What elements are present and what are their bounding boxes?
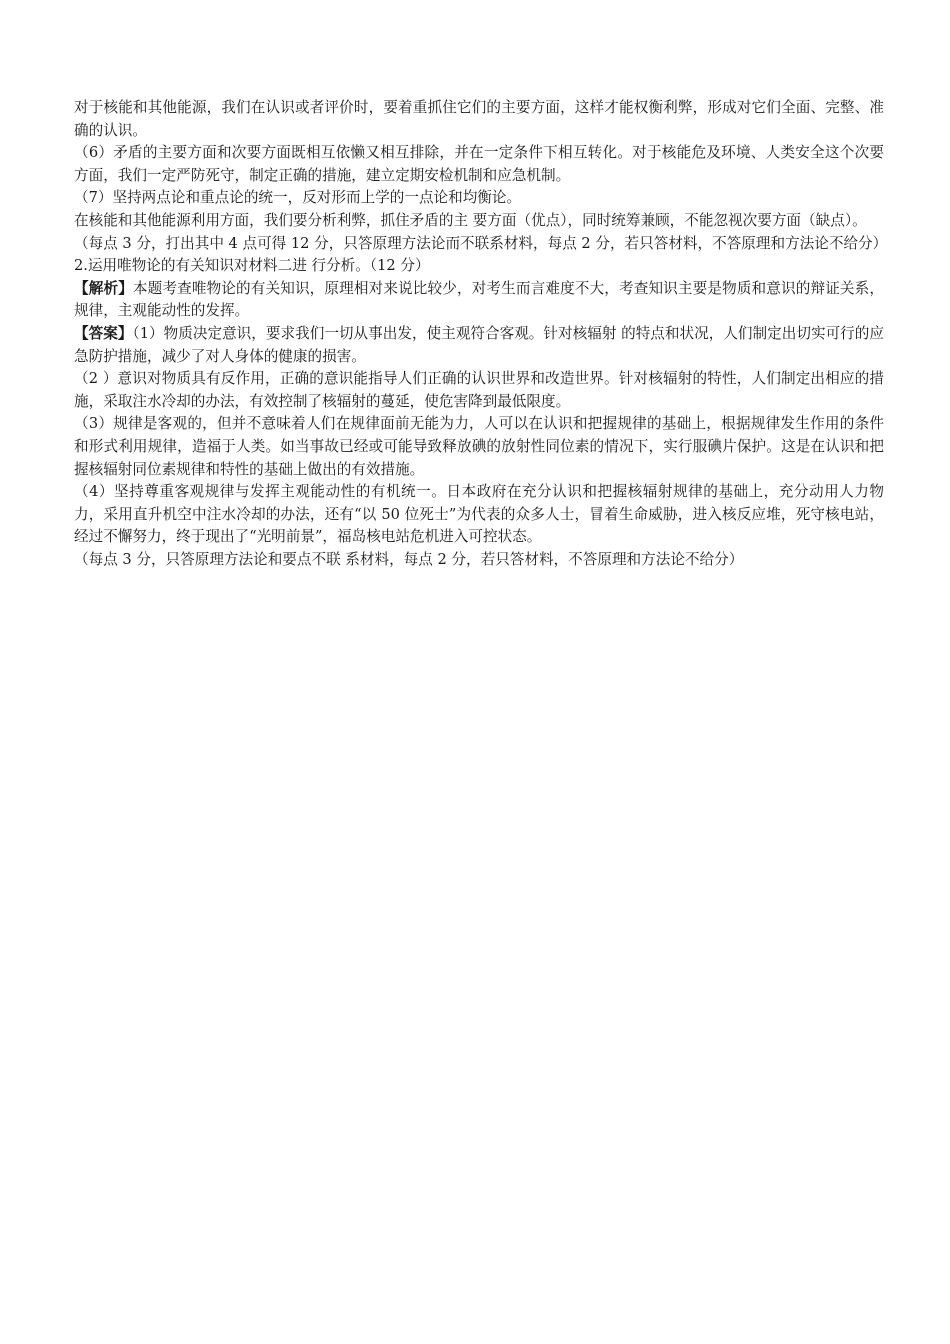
answer-paragraph — [74, 323, 884, 368]
paragraph-point-6: （6）矛盾的主要方面和次要方面既相互依懒又相互排除，并在一定条件下相互转化。对于核能危及环境、人类安全这个次要方面，我们一定严防死守，制定正确的措施，建立定期安检机制和应急机制。 — [74, 144, 884, 184]
paragraph-scoring-note-2: （每点 3 分，只答原理方法论和要点不联 系材料，每点 2 分，若只答材料，不答原理和方法论不给分） — [74, 550, 744, 568]
answer-point-4: （4）坚持尊重客观规律与发挥主观能动性的有机统一。日本政府在充分认识和把握核辐射规律的基础上，充分动用人力物力，采用直升机空中注水冷却的办法，还有“以 50 位死士”为代表的众多人士，冒着生命威胁，进入核反应堆，死守核电站，经过不懈努力，终于现出了“光明前景”，福岛核电站危机进入可控状态。 — [74, 483, 884, 546]
paragraph-point-7-detail: 在核能和其他能源利用方面，我们要分析利弊，抓住矛盾的主 要方面（优点），同时统筹兼顾，不能忽视次要方面（缺点）。 — [74, 211, 867, 229]
paragraph-scoring-note-1: （每点 3 分，打出其中 4 点可得 12 分，只答原理方法论而不联系材料，每点 2 分，若只答材料，不答原理和方法论不给分） — [74, 234, 888, 252]
answer-label: 【答案】 — [74, 324, 133, 342]
answer-point-3: （3）规律是客观的，但并不意味着人们在规律面前无能为力，人可以在认识和把握规律的基础上，根据规律发生作用的条件和形式利用规律，造福于人类。如当事故已经或可能导致释放碘的放射性同位素的情况下，实行服碘片保护。这是在认识和把握核辐射同位素规律和特性的基础上做出的有效措施。 — [74, 415, 884, 478]
paragraph-intro: 对于核能和其他能源，我们在认识或者评价时，要着重抓住它们的主要方面，这样才能权衡利弊，形成对它们全面、完整、准确的认识。 — [74, 99, 884, 139]
document-body — [74, 97, 888, 571]
paragraph-point-7: （7）坚持两点论和重点论的统一，反对形而上学的一点论和均衡论。 — [74, 189, 522, 207]
analysis-paragraph — [74, 278, 884, 323]
answer-point-2: （2 ）意识对物质具有反作用，正确的意识能指导人们正确的认识世界和改造世界。针对核辐射的特性，人们制定出相应的措施，采取注水冷却的办法，有效控制了核辐射的蔓延，使危害降到最低限度。 — [74, 370, 884, 410]
analysis-label: 【解析】 — [74, 279, 133, 297]
answer-text: （1）物质决定意识，要求我们一切从事出发，使主观符合客观。针对核辐射 的特点和状况，人们制定出切实可行的应急防护措施，减少了对人身体的健康的损害。 — [74, 324, 884, 365]
question-2-heading: 2.运用唯物论的有关知识对材料二进 行分析。（12 分） — [74, 257, 430, 275]
analysis-text: 本题考查唯物论的有关知识，原理相对来说比较少，对考生而言难度不大，考查知识主要是物质和意识的辩证关系，规律，主观能动性的发挥。 — [74, 279, 884, 320]
